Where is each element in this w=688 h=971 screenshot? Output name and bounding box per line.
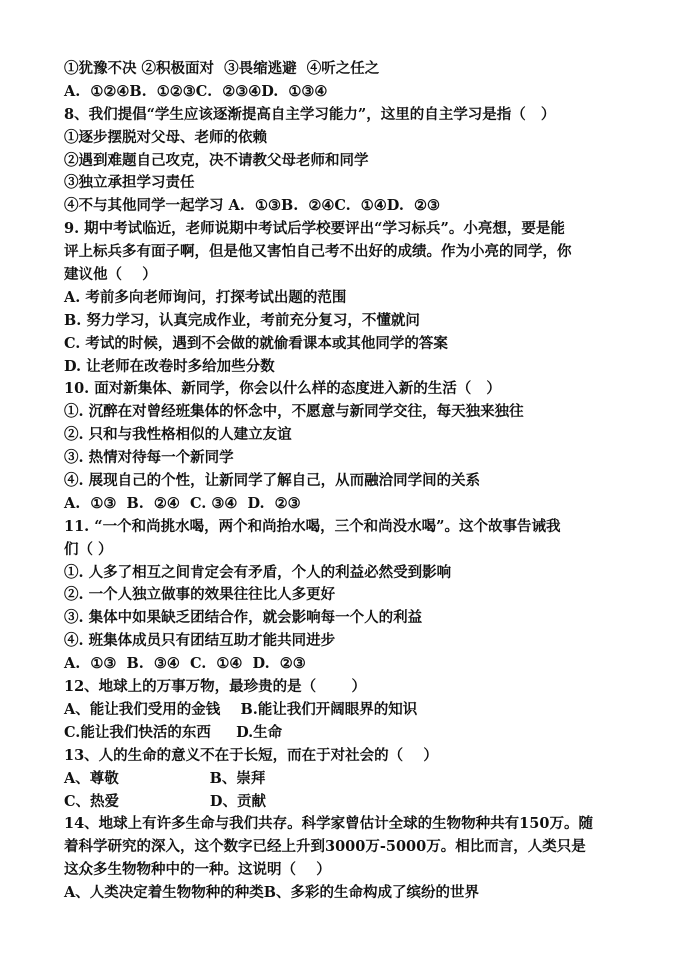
q11-option-3: ③. 集体中如果缺乏团结合作，就会影响每一个人的利益 — [64, 609, 423, 627]
q9-choice-a: A. 考前多向老师询问，打探考试出题的范围 — [64, 288, 347, 306]
q7-choices: A. ①②④B. ①②③C. ②③④D. ①③④ — [64, 82, 328, 100]
q12-stem: 12、地球上的万事万物，最珍贵的是（ ） — [64, 678, 367, 696]
q11-option-2: ②. 一个人独立做事的效果往往比人多更好 — [64, 586, 336, 604]
q11-stem-line-1: 11. “一个和尚挑水喝，两个和尚抬水喝，三个和尚没水喝”。这个故事告诫我 — [64, 517, 561, 535]
q8-stem: 8、我们提倡“学生应该逐渐提高自主学习能力”，这里的自主学习是指（ ） — [64, 105, 556, 123]
q7-options: ①犹豫不决 ②积极面对 ③畏缩逃避 ④听之任之 — [64, 60, 380, 77]
q8-option-1: ①逐步摆脱对父母、老师的依赖 — [64, 128, 267, 146]
q9-stem-line-3: 建议他（ ） — [64, 266, 157, 284]
q9-choice-c: C. 考试的时候，遇到不会做的就偷看课本或其他同学的答案 — [64, 334, 448, 352]
q10-option-3: ③. 热情对待每一个新同学 — [64, 449, 234, 467]
q12-choices-ab: A、能让我们受用的金钱 B.能让我们开阔眼界的知识 — [64, 700, 418, 718]
q8-option-4-choices: ④不与其他同学一起学习 A. ①③B. ②④C. ①④D. ②③ — [64, 197, 440, 215]
q11-choices: A. ①③ B. ③④ C. ①④ D. ②③ — [64, 655, 306, 673]
q12-choices-cd: C.能让我们快活的东西 D.生命 — [64, 723, 283, 741]
q8-option-3: ③独立承担学习责任 — [64, 174, 195, 192]
document-page — [64, 58, 644, 905]
q10-option-1: ①. 沉醉在对曾经班集体的怀念中，不愿意与新同学交往，每天独来独往 — [64, 403, 524, 421]
q10-option-4: ④. 展现自己的个性，让新同学了解自己，从而融洽同学间的关系 — [64, 472, 481, 490]
q14-stem-line-2: 着科学研究的深入，这个数字已经上升到3000万-5000万。相比而言，人类只是 — [64, 838, 586, 856]
q13-choices-ab: A、尊敬 B、崇拜 — [64, 769, 266, 787]
q13-choices-cd: C、热爱 D、贡献 — [64, 792, 266, 810]
q10-choices: A. ①③ B. ②④ C. ③④ D. ②③ — [64, 494, 301, 512]
q10-option-2: ②. 只和与我性格相似的人建立友谊 — [64, 426, 292, 444]
q10-stem: 10. 面对新集体、新同学，你会以什么样的态度进入新的生活（ ） — [64, 380, 501, 398]
q11-option-1: ①. 人多了相互之间肯定会有矛盾，个人的利益必然受到影响 — [64, 563, 452, 581]
q9-choice-d: D. 让老师在改卷时多给加些分数 — [64, 357, 275, 375]
q14-stem-line-1: 14、地球上有许多生命与我们共存。科学家曾估计全球的生物物种共有150万。随 — [64, 815, 593, 833]
q13-stem: 13、人的生命的意义不在于长短，而在于对社会的（ ） — [64, 746, 438, 764]
q9-stem-line-1: 9. 期中考试临近，老师说期中考试后学校要评出“学习标兵”。小亮想，要是能 — [64, 220, 565, 238]
q14-choices-ab: A、人类决定着生物物种的种类B、多彩的生命构成了缤纷的世界 — [64, 884, 480, 902]
q11-option-4: ④. 班集体成员只有团结互助才能共同进步 — [64, 632, 336, 650]
q9-stem-line-2: 评上标兵多有面子啊，但是他又害怕自己考不出好的成绩。作为小亮的同学，你 — [64, 243, 572, 261]
q8-option-2: ②遇到难题自己攻克，决不请教父母老师和同学 — [64, 151, 369, 169]
q14-stem-line-3: 这众多生物物种中的一种。这说明（ ） — [64, 861, 331, 879]
q9-choice-b: B. 努力学习，认真完成作业，考前充分复习，不懂就问 — [64, 311, 420, 329]
q11-stem-line-2: 们（ ） — [64, 540, 113, 558]
